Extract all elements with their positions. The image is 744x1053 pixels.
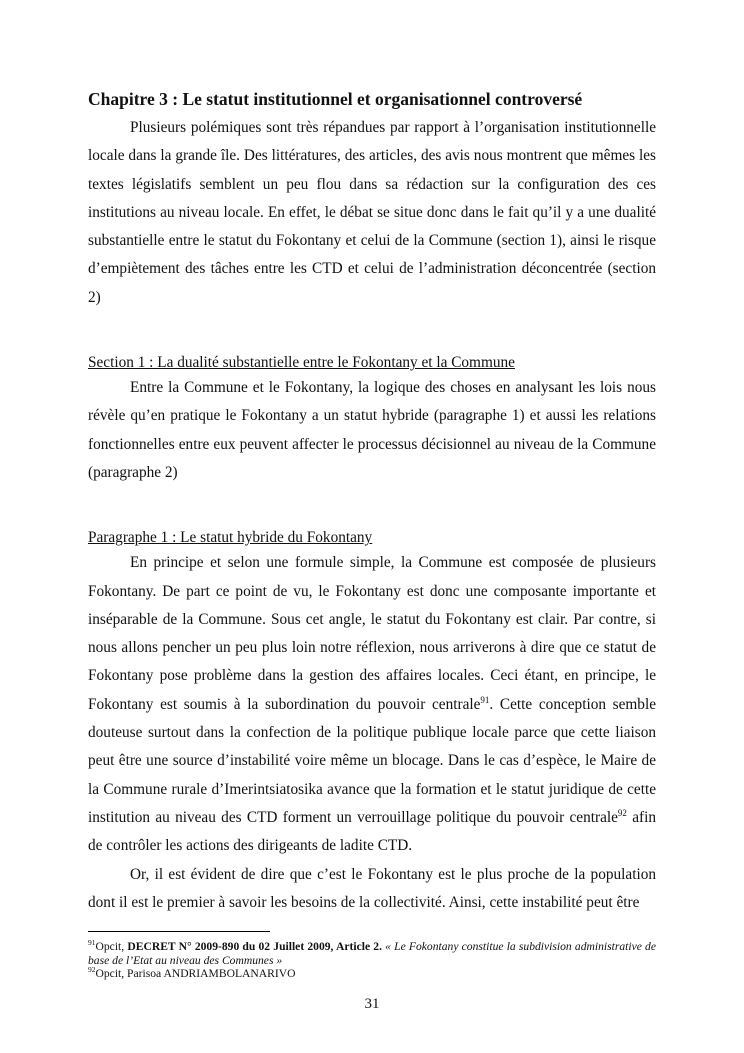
footnote-number: 91: [88, 938, 96, 948]
footnote-91: [88, 940, 656, 967]
paragraph-1-body: [88, 549, 656, 860]
footnote-text: Opcit,: [95, 940, 128, 954]
body-text: . Cette conception semble douteuse surtout dans la confection de la politique publique locale parce que cette liaison peut être une source d’instabilité voire même un blocage. Dans le cas d’espèce, le Maire de la Commune rurale d’Imerintsiatosika avance que la formation et le statut juridique de cette institution au niveau des CTD forment un verrouillage politique du pouvoir centrale: [88, 695, 656, 826]
footnotes: [88, 917, 656, 1013]
footnote-92: [88, 967, 656, 981]
body-text: En principe et selon une formule simple, la Commune est composée de plusieurs Fokontany. De part ce point de vu, le Fokontany est donc une composante importante et inséparable de la Commune. Sous cet angle, le statut du Fokontany est clair. Par contre, si nous allons pencher un peu plus loin notre réflexion, nous arriverons à dire que ce statut de Fokontany pose problème dans la gestion des affaires locales. Ceci étant, en principe, le Fokontany est soumis à la subordination du pouvoir centrale: [88, 554, 656, 713]
chapter-title: Chapitre 3 : Le statut institutionnel et organisationnel controversé: [88, 89, 583, 109]
page-body: [88, 88, 656, 1012]
footnote-ref[interactable]: 91: [480, 694, 490, 705]
footnote-text: Opcit, Parisoa ANDRIAMBOLANARIVO: [95, 967, 296, 981]
paragraph-1-continuation: Or, il est évident de dire que c’est le Fokontany est le plus proche de la population dont il est le premier à savoir les besoins de la collectivité. Ainsi, cette instabilité peut être: [88, 865, 656, 911]
section-1-paragraph: Entre la Commune et le Fokontany, la logique des choses en analysant les lois nous révèle qu’en pratique le Fokontany a un statut hybride (paragraphe 1) et aussi les relations fonctionnelles entre eux peuvent affecter le processus décisionnel au niveau de la Commune (paragraphe 2): [88, 379, 656, 481]
footnote-bold: DECRET N° 2009-890 du 02 Juillet 2009, Article 2.: [127, 940, 382, 954]
intro-paragraph: Plusieurs polémiques sont très répandues par rapport à l’organisation institutionnelle locale dans la grande île. Des littératures, des articles, des avis nous montrent que mêmes les textes législatifs semblent un peu flou dans sa rédaction sur la configuration des ces institutions au niveau locale. En effet, le débat se situe donc dans le fait qu’il y a une dualité substantielle entre le statut du Fokontany et celui de la Commune (section 1), ainsi le risque d’empiètement des tâches entre les CTD et celui de l’administration déconcentrée (section 2): [88, 119, 656, 306]
footnote-quote: « Le Fokontany constitue la subdivision administrative de base de l’Etat au niveau des Communes »: [88, 940, 656, 967]
paragraph-1-heading: Paragraphe 1 : Le statut hybride du Fokontany: [88, 529, 373, 547]
spacer: [88, 312, 656, 352]
page-number: 31: [364, 995, 380, 1012]
footnote-ref[interactable]: 92: [617, 807, 627, 818]
footnote-separator: [88, 931, 270, 932]
body-text: afin de contrôler les actions des dirigeants de ladite CTD.: [88, 808, 656, 855]
spacer: [88, 487, 656, 527]
footnote-number: 92: [88, 965, 96, 975]
section-1-heading: Section 1 : La dualité substantielle entre le Fokontany et la Commune: [88, 354, 515, 372]
